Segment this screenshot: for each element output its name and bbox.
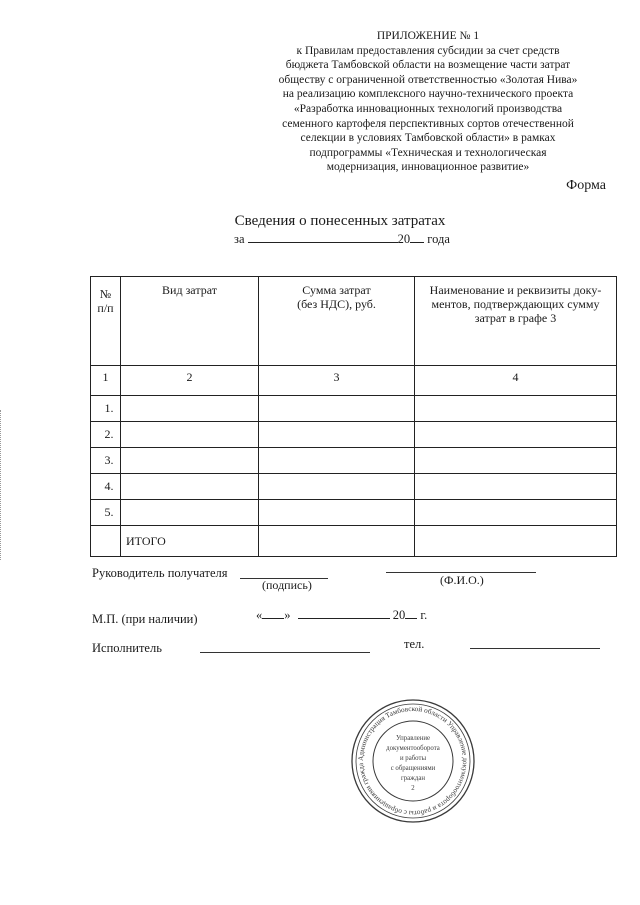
period-prefix: за (234, 232, 245, 246)
header-documents: Наименование и реквизиты доку- ментов, подтверждающих сумму затрат в графе 3 (415, 277, 617, 366)
total-row (91, 526, 617, 557)
name-caption: (Ф.И.О.) (440, 573, 484, 587)
documents-cell[interactable] (415, 422, 617, 448)
cost-amount-cell[interactable] (259, 474, 415, 500)
total-documents-cell[interactable] (415, 526, 617, 557)
appendix-line: подпрограммы «Техническая и технологическая (309, 146, 547, 159)
appendix-line: на реализацию комплексного научно-технического проекта (282, 88, 574, 101)
header-cost-amount: Сумма затрат (без НДС), руб. (259, 277, 415, 366)
row-number: 2. (91, 422, 121, 448)
row-number: 1. (91, 396, 121, 422)
appendix-line: ПРИЛОЖЕНИЕ № 1 (376, 30, 480, 42)
header-cost-type: Вид затрат (121, 277, 259, 366)
cost-type-cell[interactable] (121, 396, 259, 422)
seal-label: М.П. (при наличии) (92, 612, 198, 626)
appendix-line: бюджета Тамбовской области на возмещение части затрат (285, 59, 571, 72)
head-label: Руководитель получателя (92, 566, 228, 580)
period-line (234, 231, 450, 247)
documents-cell[interactable] (415, 500, 617, 526)
column-number: 4 (415, 366, 617, 396)
executor-label: Исполнитель (92, 641, 162, 655)
column-numbers-row (91, 366, 617, 396)
stamp-outer-text: Администрация Тамбовской области Управление документооборота и работы с обращениями гражда (356, 704, 470, 818)
row-number: 4. (91, 474, 121, 500)
period-date-field[interactable] (248, 231, 398, 243)
cost-type-cell[interactable] (121, 500, 259, 526)
period-year-field[interactable] (410, 231, 424, 243)
row-number: 3. (91, 448, 121, 474)
stamp-center-line: и работы (399, 755, 427, 762)
column-number: 3 (259, 366, 415, 396)
cost-type-cell[interactable] (121, 474, 259, 500)
form-label: Форма (566, 178, 606, 193)
stamp-center-line: с обращениями (390, 765, 436, 772)
table-row (91, 422, 617, 448)
phone-field[interactable] (470, 648, 600, 649)
executor-field[interactable] (200, 652, 370, 653)
table-row (91, 474, 617, 500)
period-suffix: года (427, 232, 450, 246)
cost-amount-cell[interactable] (259, 422, 415, 448)
cost-type-cell[interactable] (121, 422, 259, 448)
cost-amount-cell[interactable] (259, 396, 415, 422)
cost-amount-cell[interactable] (259, 448, 415, 474)
table-row (91, 500, 617, 526)
stamp-center-line: документооборота (386, 745, 440, 752)
documents-cell[interactable] (415, 448, 617, 474)
total-amount-cell[interactable] (259, 526, 415, 557)
appendix-line: семенного картофеля перспективных сортов отечественной (282, 117, 574, 130)
period-year-prefix: 20 (397, 232, 411, 246)
phone-label: тел. (404, 637, 425, 651)
appendix-line: селекции в условиях Тамбовской области» в рамках (300, 132, 556, 145)
appendix-line: обществу с ограниченной ответственностью «Золотая Нива» (278, 73, 578, 86)
cost-type-cell[interactable] (121, 448, 259, 474)
stamp-center-line: граждан (400, 775, 426, 782)
scan-edge-marks (0, 410, 4, 560)
column-number: 1 (91, 366, 121, 396)
documents-cell[interactable] (415, 474, 617, 500)
cost-amount-cell[interactable] (259, 500, 415, 526)
table-row (91, 396, 617, 422)
table-row (91, 448, 617, 474)
date-day-field[interactable] (262, 607, 284, 619)
table-header-row (91, 277, 617, 366)
stamp-center-line: Управление (395, 735, 431, 742)
signature-caption: (подпись) (262, 578, 312, 592)
official-stamp (350, 698, 476, 824)
total-label: ИТОГО (121, 526, 259, 557)
row-number: 5. (91, 500, 121, 526)
column-number: 2 (121, 366, 259, 396)
header-number: № п/п (91, 277, 121, 366)
date-month-field[interactable] (298, 607, 390, 619)
stamp-center-line: 2 (411, 785, 415, 792)
appendix-line: «Разработка инновационных технологий производства (293, 102, 563, 115)
appendix-line: модернизация, инновационное развитие» (326, 161, 530, 174)
appendix-line: к Правилам предоставления субсидии за счет средств (296, 44, 560, 57)
total-number-cell (91, 526, 121, 557)
documents-cell[interactable] (415, 396, 617, 422)
document-title: Сведения о понесенных затратах (234, 213, 446, 229)
costs-table (90, 276, 617, 557)
date-line: « » 20 г. (256, 608, 428, 622)
appendix-header (258, 29, 598, 175)
date-year-field[interactable] (405, 607, 417, 619)
